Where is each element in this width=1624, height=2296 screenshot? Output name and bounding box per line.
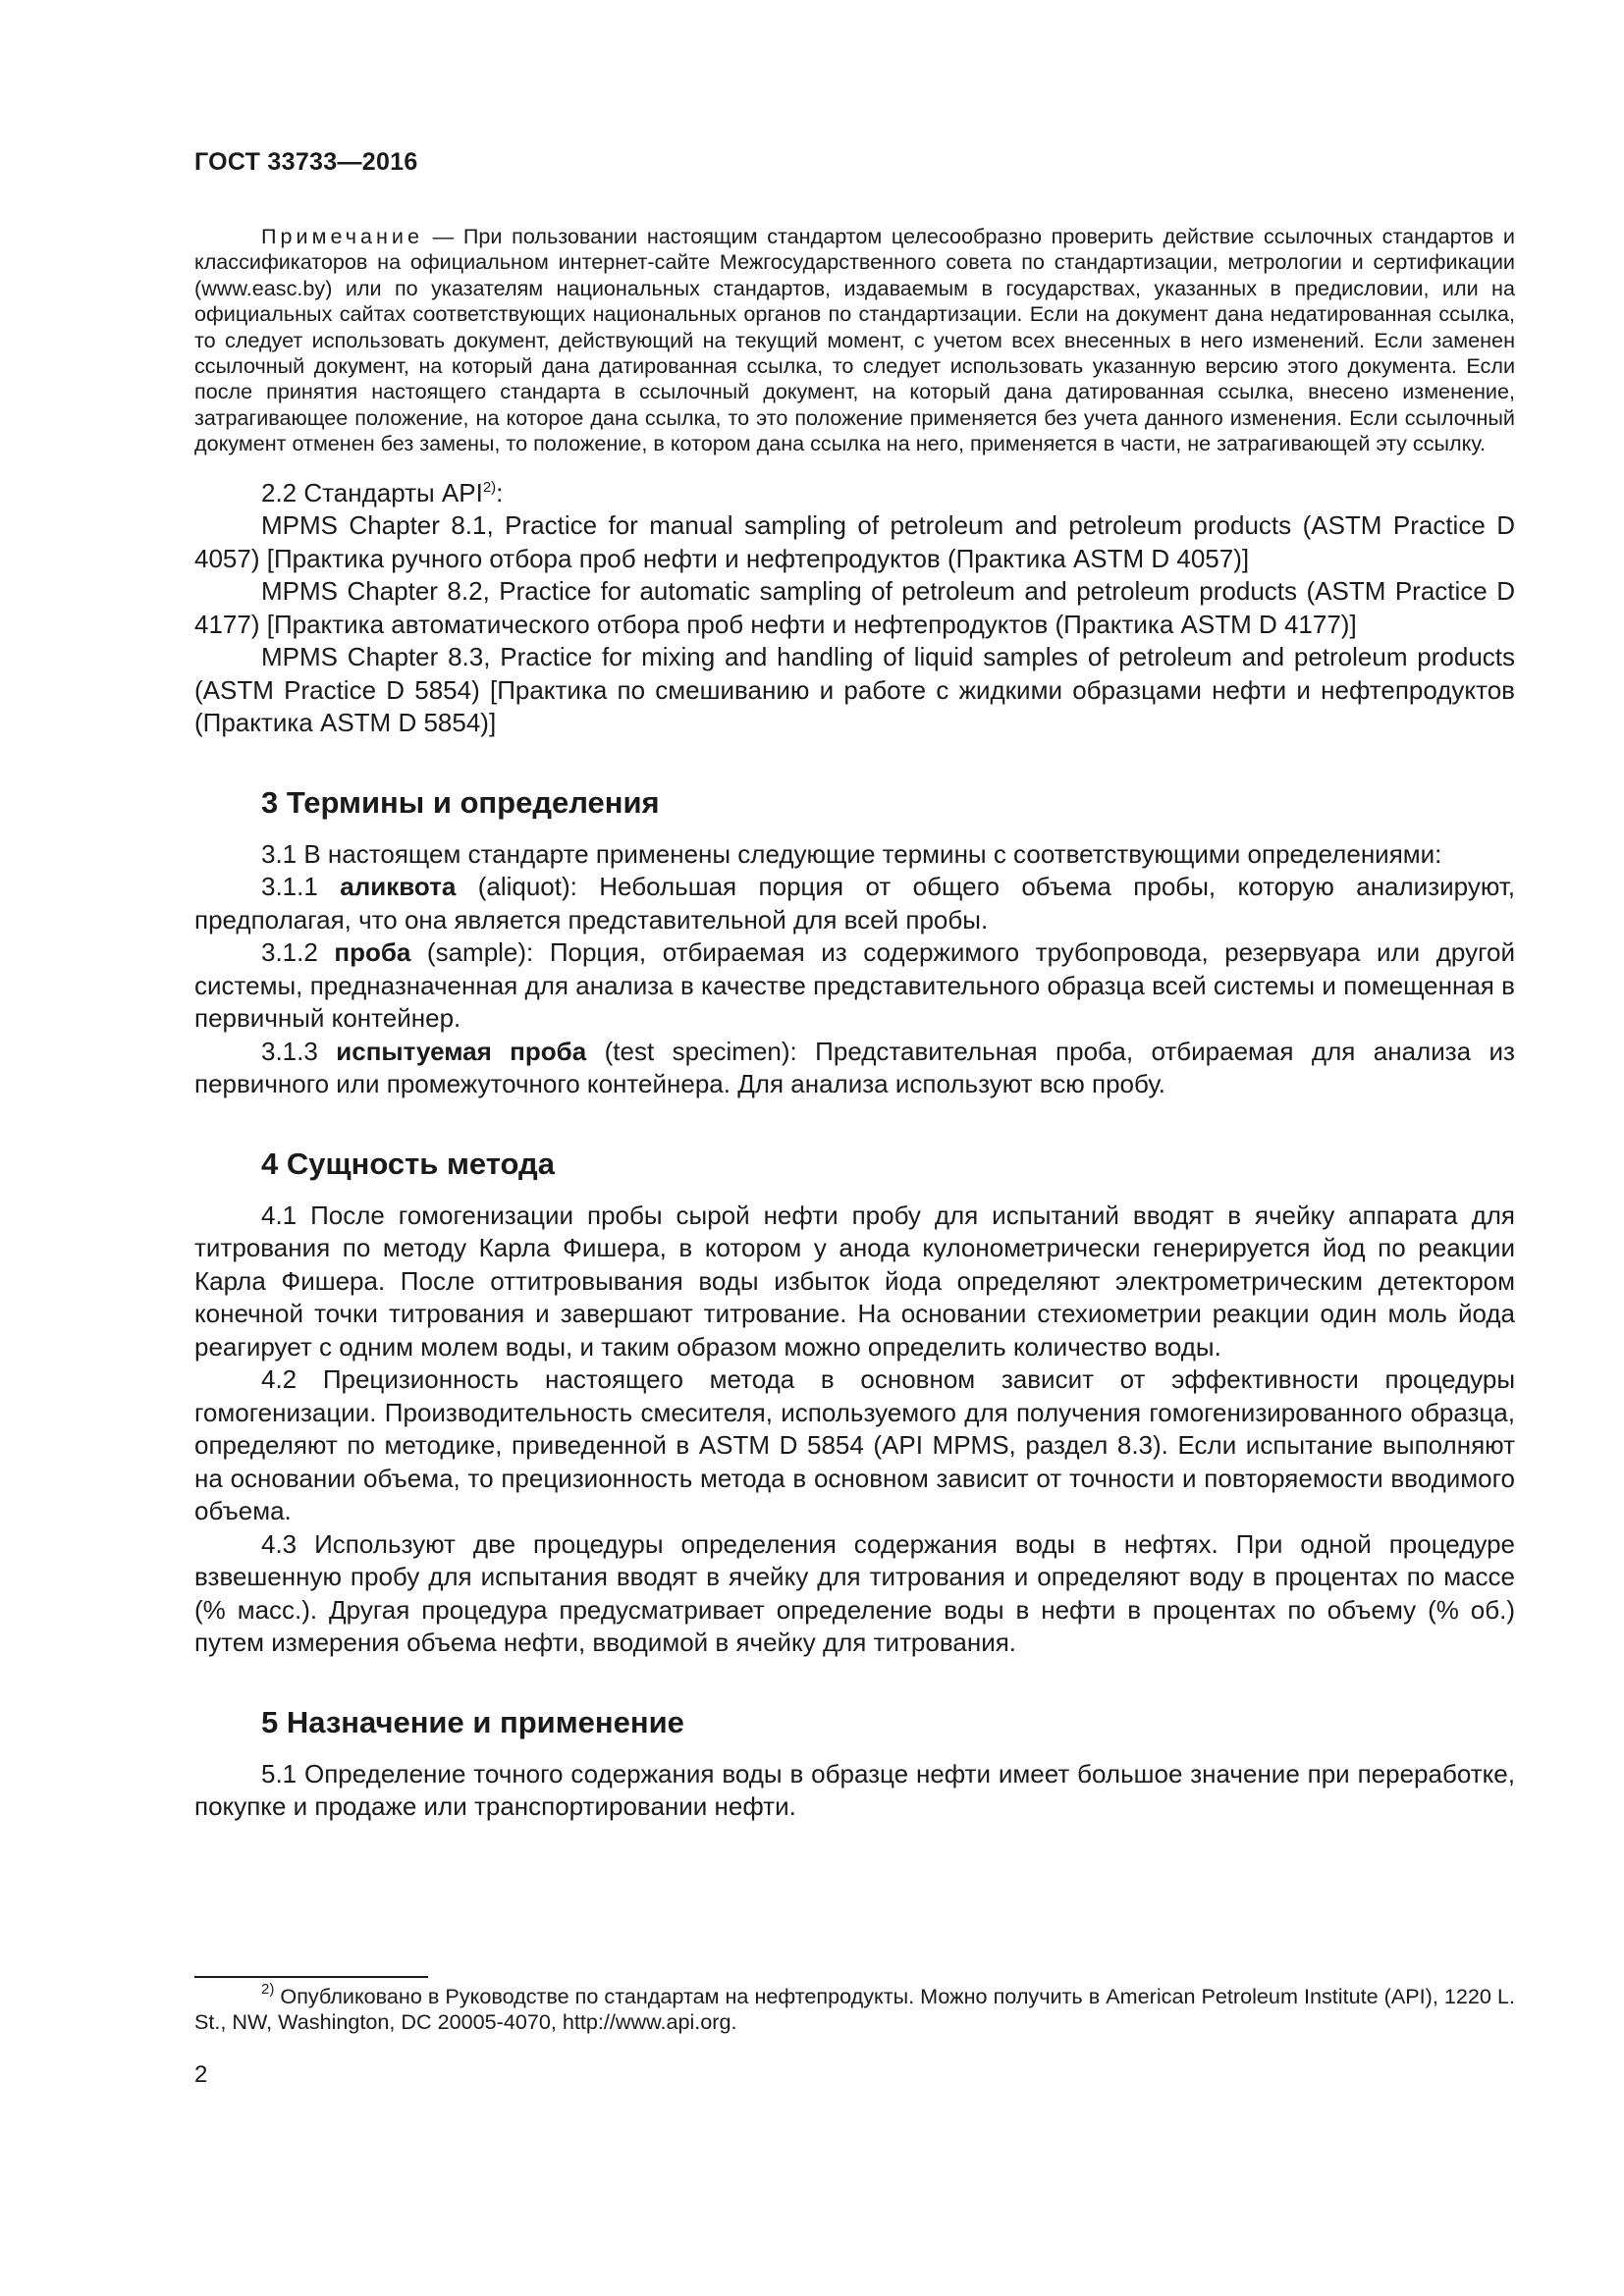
clause-4-1: 4.1 После гомогенизации пробы сырой нефти пробу для испытаний вводят в ячейку аппарата для титрования по методу Карла Фишера, в котором у анода кулонометрически генерируется йод по реакции Карла Фишера. После оттитровывания воды избыток йода определяют электрометрическим детектором конечной точки титрования и завершают титрование. На основании стехиометрии реакции один моль йода реагирует с одним молем воды, и таким образом можно определить количество воды. <box>194 1200 1515 1362</box>
note-text: — При пользовании настоящим стандартом целесообразно проверить действие ссылочных стандартов и классификаторов на официальном интернет-сайте Межгосударственного совета по стандартизации, метрологии и сертификации (www.easc.by) или по указателям национальных стандартов, издаваемым в государствах, указанных в предисловии, или на официальных сайтах соответствующих национальных органов по стандартизации. Если на документ дана недатированная ссылка, то следует использовать документ, действующий на текущий момент, с учетом всех внесенных в него изменений. Если заменен ссылочный документ, на который дана датированная ссылка, то следует использовать указанную версию этого документа. Если после принятия настоящего стандарта в ссылочный документ, на который дана датированная ссылка, внесено изменение, затрагивающее положение, на которое дана ссылка, то это положение применяется без учета данного изменения. Если ссылочный документ отменен без замены, то положение, в котором дана ссылка на него, применяется в части, не затрагивающей эту ссылку. <box>194 224 1515 456</box>
api-ref-8-2: MPMS Chapter 8.2, Practice for automatic sampling of petroleum and petroleum products (ASTM Practice D 4177) [Практика автоматического отбора проб нефти и нефтепродуктов (Практика ASTM D 4177)] <box>194 576 1515 639</box>
term-definition: (sample): Порция, отбираемая из содержимого трубопровода, резервуара или другой системы, предназначенная для анализа в качестве представительного образца всей системы и помещенная в первичный контейнер. <box>194 937 1515 1034</box>
term-number: 3.1.1 <box>261 872 341 902</box>
term-definition: (test specimen): Представительная проба, отбираемая для анализа из первичного или промежуточного контейнера. Для анализа используют всю пробу. <box>194 1036 1515 1099</box>
term-number: 3.1.3 <box>261 1036 337 1066</box>
clause-4-2: 4.2 Прецизионность настоящего метода в основном зависит от эффективности процедуры гомогенизации. Производительность смесителя, используемого для получения гомогенизированного образца, определяют по методике, приведенной в ASTM D 5854 (API MPMS, раздел 8.3). Если испытание выполняют на основании объема, то прецизионность метода в основном зависит от точности и повторяемости вводимого объема. <box>194 1364 1516 1526</box>
footnote <box>194 1981 1515 2036</box>
footnote-separator <box>194 1976 428 1978</box>
reference-note <box>194 224 1515 457</box>
section-3-heading: 3 Термины и определения <box>261 784 660 820</box>
term-3-1-2 <box>194 936 1515 1036</box>
term-3-1-3 <box>194 1036 1515 1101</box>
footnote-mark: 2) <box>261 1981 275 1998</box>
page-number: 2 <box>194 2061 208 2088</box>
section-5-heading: 5 Назначение и применение <box>261 1704 684 1739</box>
clause-5-1: 5.1 Определение точного содержания воды в образце нефти имеет большое значение при переработке, покупке и продаже или транспортировании нефти. <box>194 1758 1515 1822</box>
clause-2-2-colon: : <box>496 477 504 507</box>
clause-3-1: 3.1 В настоящем стандарте применены следующие термины с соответствующими определениями: <box>261 838 1442 869</box>
clause-4-3: 4.3 Используют две процедуры определения содержания воды в нефтях. При одной процедуре взвешенную пробу для испытания вводят в ячейку для титрования и определяют воду в процентах по массе (% масс.). Другая процедура предусматривает определение воды в нефти в процентах по объему (% об.) путем измерения объема нефти, вводимой в ячейку для титрования. <box>194 1528 1515 1658</box>
api-ref-8-1: MPMS Chapter 8.1, Practice for manual sampling of petroleum and petroleum products (ASTM Practice D 4057) [Практика ручного отбора проб нефти и нефтепродуктов (Практика ASTM D 4057)] <box>194 510 1515 573</box>
footnote-ref: 2) <box>482 478 497 496</box>
document-header: ГОСТ 33733—2016 <box>194 148 418 176</box>
footnote-text: Опубликовано в Руководстве по стандартам на нефтепродукты. Можно получить в American Petroleum Institute (API), 1220 L. St., NW, Washington, DC 20005-4070, http://www.api.org. <box>194 1984 1515 2035</box>
term-name: проба <box>334 937 411 968</box>
term-name: испытуемая проба <box>336 1036 587 1066</box>
term-number: 3.1.2 <box>261 937 335 968</box>
section-4-heading: 4 Сущность метода <box>261 1146 555 1181</box>
term-name: аликвота <box>340 872 457 902</box>
term-definition: (aliquot): Небольшая порция от общего объема пробы, которую анализируют, предполагая, что она является представительной для всей пробы. <box>194 872 1515 934</box>
clause-2-2-title <box>194 477 1515 510</box>
term-3-1-1 <box>194 871 1515 936</box>
api-ref-8-3: MPMS Chapter 8.3, Practice for mixing and handling of liquid samples of petroleum and petroleum products (ASTM Practice D 5854) [Практика по смешиванию и работе с жидкими образцами нефти и нефтепродуктов (Практика ASTM D 5854)] <box>194 642 1515 738</box>
page-content <box>194 224 1515 1824</box>
clause-2-2-title-text: 2.2 Стандарты API <box>261 477 483 507</box>
note-label: Примечание <box>261 224 423 248</box>
